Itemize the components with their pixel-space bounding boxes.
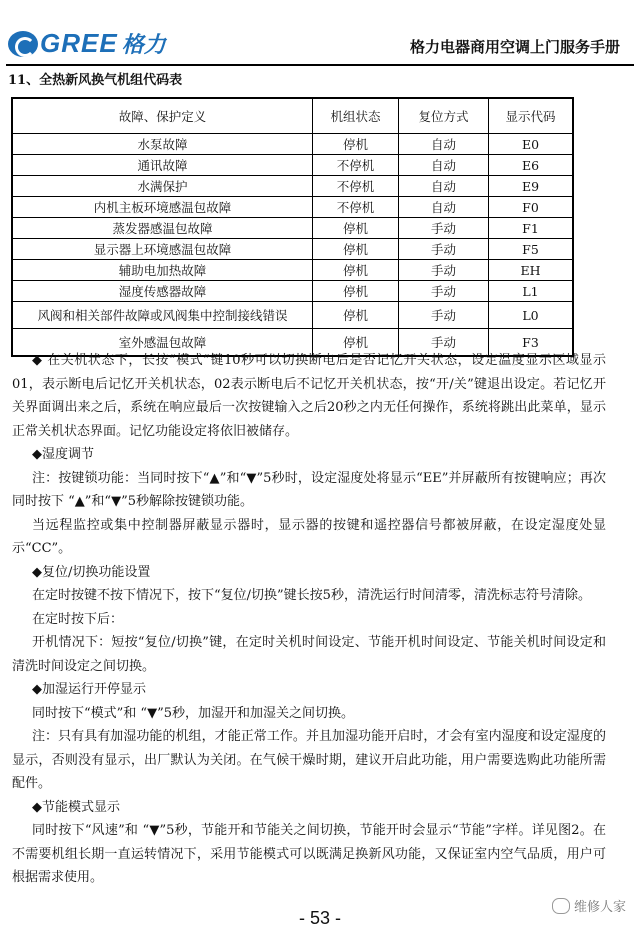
table-cell: E6 bbox=[489, 155, 574, 176]
logo-text: GREE bbox=[40, 28, 118, 58]
paragraph: 同时按下“风速”和 “▼”5秒，节能开和节能关之间切换，节能开时会显示“节能”字样。详见图2。在不需要机组长期一直运转情况下，采用节能模式可以既满足换新风功能，又保证室内空气品质，用户可根据需求使用。 bbox=[12, 823, 606, 885]
table-cell: 显示器上环境感温包故障 bbox=[12, 239, 313, 260]
table-cell: 停机 bbox=[313, 329, 399, 357]
table-cell: 自动 bbox=[399, 197, 489, 218]
gree-logo bbox=[8, 28, 166, 59]
table-row bbox=[12, 281, 573, 302]
table-cell: L1 bbox=[489, 281, 574, 302]
paragraph: ◆ 在关机状态下，长按“模式”键10秒可以切换断电后是否记忆开关状态，设定温度显示区域显示01，表示断电后记忆开关机状态，02表示断电后不记忆开关机状态，按“开/关”键退出设定。若记忆开关界面调出来之后，系统在响应最后一次按键输入之后20秒之内无任何操作，系统将跳出此菜单，显示正常关机状态界面。记忆功能设定将依旧被储存。 bbox=[12, 353, 606, 439]
table-cell: 手动 bbox=[399, 329, 489, 357]
table-row bbox=[12, 176, 573, 197]
table-row bbox=[12, 260, 573, 281]
paragraph: ◆湿度调节 bbox=[32, 447, 94, 462]
column-header: 机组状态 bbox=[313, 98, 399, 134]
paragraph: 在定时按键不按下情况下，按下“复位/切换”键长按5秒，清洗运行时间清零，清洗标志符号清除。 bbox=[32, 588, 591, 603]
gree-logo-icon bbox=[8, 31, 38, 57]
paragraph: 同时按下“模式”和 “▼”5秒，加湿开和加湿关之间切换。 bbox=[32, 705, 354, 721]
table-cell: 室外感温包故障 bbox=[12, 329, 313, 357]
table-cell: 手动 bbox=[399, 260, 489, 281]
table-cell: 停机 bbox=[313, 239, 399, 260]
table-row bbox=[12, 218, 573, 239]
paragraph: 开机情况下：短按“复位/切换”键，在定时关机时间设定、节能开机时间设定、节能关机时间设定和清洗时间设定之间切换。 bbox=[12, 635, 606, 674]
paragraph: 在定时按下后： bbox=[32, 611, 124, 627]
watermark bbox=[552, 896, 626, 915]
table-cell: 手动 bbox=[399, 239, 489, 260]
paragraph: 当远程监控或集中控制器屏蔽显示器时，显示器的按键和遥控器信号都被屏蔽，在设定湿度处显示“CC”。 bbox=[12, 517, 606, 556]
table-row bbox=[12, 155, 573, 176]
table-cell: 停机 bbox=[313, 281, 399, 302]
fault-code-table bbox=[11, 97, 574, 357]
table-cell: 停机 bbox=[313, 302, 399, 329]
table-cell: 不停机 bbox=[313, 176, 399, 197]
table-cell: 不停机 bbox=[313, 197, 399, 218]
table-cell: E9 bbox=[489, 176, 574, 197]
paragraph: ◆复位/切换功能设置 bbox=[32, 564, 151, 580]
table-cell: 手动 bbox=[399, 218, 489, 239]
table-cell: 辅助电加热故障 bbox=[12, 260, 313, 281]
table-cell: 内机主板环境感温包故障 bbox=[12, 197, 313, 218]
table-cell: F3 bbox=[489, 329, 574, 357]
table-row bbox=[12, 302, 573, 329]
column-header: 复位方式 bbox=[399, 98, 489, 134]
section-title: 11、全热新风换气机组代码表 bbox=[8, 73, 183, 88]
body-text bbox=[12, 349, 606, 890]
table-cell: F1 bbox=[489, 218, 574, 239]
column-header: 显示代码 bbox=[489, 98, 574, 134]
table-cell: 蒸发器感温包故障 bbox=[12, 218, 313, 239]
table-cell: F0 bbox=[489, 197, 574, 218]
table-cell: 自动 bbox=[399, 176, 489, 197]
table-cell: F5 bbox=[489, 239, 574, 260]
paragraph: ◆节能模式显示 bbox=[32, 799, 120, 815]
table-cell: E0 bbox=[489, 134, 574, 155]
table-cell: 自动 bbox=[399, 134, 489, 155]
table-cell: 手动 bbox=[399, 281, 489, 302]
table-cell: EH bbox=[489, 260, 574, 281]
table-cell: 湿度传感器故障 bbox=[12, 281, 313, 302]
table-cell: 停机 bbox=[313, 218, 399, 239]
watermark-text: 维修人家 bbox=[573, 900, 626, 915]
wechat-icon bbox=[552, 898, 570, 914]
table-cell: 停机 bbox=[313, 260, 399, 281]
table-cell: 手动 bbox=[399, 302, 489, 329]
table-cell: 水满保护 bbox=[12, 176, 313, 197]
manual-title: 格力电器商用空调上门服务手册 bbox=[409, 38, 620, 56]
header-divider bbox=[6, 64, 634, 66]
table-cell: 停机 bbox=[313, 134, 399, 155]
table-cell: 不停机 bbox=[313, 155, 399, 176]
page-number: - 53 - bbox=[298, 908, 341, 928]
paragraph: 注：按键锁功能：当同时按下“▲”和“▼”5秒时，设定湿度处将显示“EE”并屏蔽所有按键响应；再次同时按下 “▲”和“▼”5秒解除按键锁功能。 bbox=[12, 470, 606, 509]
logo-cn: 格力 bbox=[121, 33, 166, 58]
table-cell: 风阀和相关部件故障或风阀集中控制接线错误 bbox=[12, 302, 313, 329]
table-cell: L0 bbox=[489, 302, 574, 329]
column-header: 故障、保护定义 bbox=[12, 98, 313, 134]
table-row bbox=[12, 239, 573, 260]
table-cell: 自动 bbox=[399, 155, 489, 176]
table-cell: 水泵故障 bbox=[12, 134, 313, 155]
paragraph: 注：只有具有加湿功能的机组，才能正常工作。并且加湿功能开启时，才会有室内湿度和设定湿度的显示，否则没有显示，出厂默认为关闭。在气候干燥时期，建议开启此功能，用户需要选购此功能所需配件。 bbox=[12, 729, 606, 791]
table-row bbox=[12, 197, 573, 218]
page-header bbox=[0, 0, 640, 62]
table-header-row bbox=[12, 98, 573, 134]
table-cell: 通讯故障 bbox=[12, 155, 313, 176]
table-row bbox=[12, 134, 573, 155]
paragraph: ◆加湿运行开停显示 bbox=[32, 682, 146, 697]
